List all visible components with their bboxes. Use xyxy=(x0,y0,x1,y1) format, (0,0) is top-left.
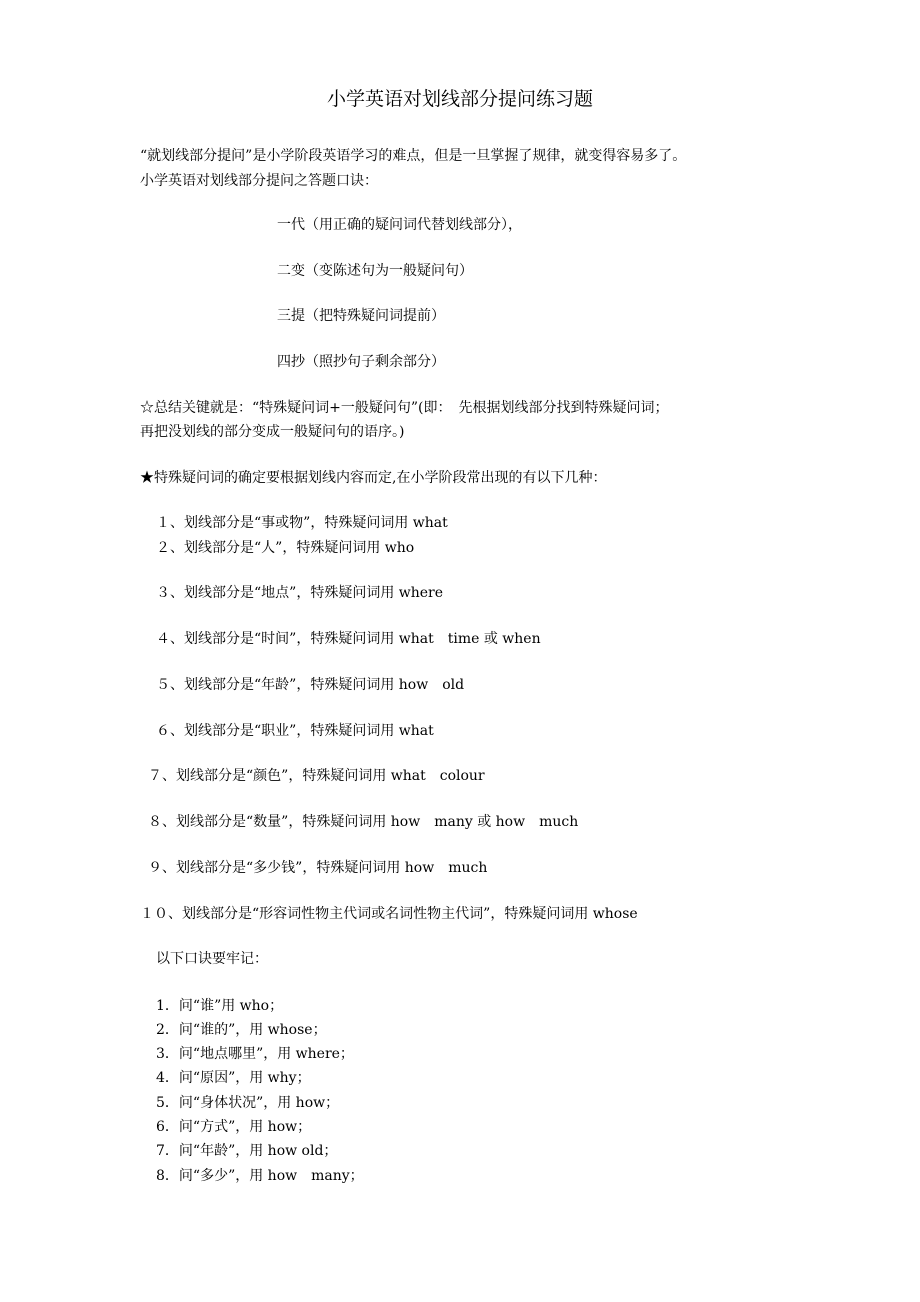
step-3: 三提（把特殊疑问词提前） xyxy=(277,308,445,324)
intro-line-1: “就划线部分提问”是小学阶段英语学习的难点，但是一旦掌握了规律，就变得容易多了。 xyxy=(140,148,687,164)
mnemonic-item-4: 4．问“原因”，用 why； xyxy=(156,1070,311,1086)
mnemonic-item-7: 7．问“年龄”，用 how old； xyxy=(156,1143,338,1159)
mnemonic-item-1: 1．问“谁”用 who； xyxy=(156,998,284,1014)
mnemonic-item-6: 6．问“方式”，用 how； xyxy=(156,1119,312,1135)
intro-line-2: 小学英语对划线部分提问之答题口诀： xyxy=(140,173,378,189)
mnemonic-item-3: 3．问“地点哪里”，用 where； xyxy=(156,1046,354,1062)
step-1: 一代（用正确的疑问词代替划线部分）， xyxy=(277,217,522,233)
summary-line-2: 再把没划线的部分变成一般疑问句的语序。) xyxy=(140,424,405,440)
rule-item-10: １０、划线部分是“形容词性物主代词或名词性物主代词”，特殊疑问词用 whose xyxy=(140,906,638,922)
rule-item-6: ６、划线部分是“职业”，特殊疑问词用 what xyxy=(156,723,434,739)
mnemonic-item-5: 5．问“身体状况”，用 how； xyxy=(156,1095,340,1111)
rule-item-3: ３、划线部分是“地点”，特殊疑问词用 where xyxy=(156,585,444,601)
rule-item-8: ８、划线部分是“数量”，特殊疑问词用 how many 或 how much xyxy=(148,814,579,830)
step-4: 四抄（照抄句子剩余部分） xyxy=(277,354,445,370)
rule-item-4: ４、划线部分是“时间”，特殊疑问词用 what time 或 when xyxy=(156,631,541,647)
rule-item-1: １、划线部分是“事或物”，特殊疑问词用 what xyxy=(156,515,448,531)
mnemonic-item-2: 2．问“谁的”，用 whose； xyxy=(156,1022,327,1038)
mnemonic-item-8: 8．问“多少”，用 how many； xyxy=(156,1168,364,1184)
rule-item-5: ５、划线部分是“年龄”，特殊疑问词用 how old xyxy=(156,677,465,693)
summary-line-1: ☆总结关键就是：“特殊疑问词+一般疑问句”(即： 先根据划线部分找到特殊疑问词； xyxy=(140,400,669,416)
mnemonic-heading: 以下口诀要牢记： xyxy=(156,951,268,967)
page-title: 小学英语对划线部分提问练习题 xyxy=(327,88,594,110)
rule-item-9: ９、划线部分是“多少钱”，特殊疑问词用 how much xyxy=(148,860,488,876)
step-2: 二变（变陈述句为一般疑问句） xyxy=(277,263,473,279)
rule-item-2: ２、划线部分是“人”，特殊疑问词用 who xyxy=(156,540,415,556)
rule-item-7: ７、划线部分是“颜色”，特殊疑问词用 what colour xyxy=(148,768,485,784)
rule-heading: ★特殊疑问词的确定要根据划线内容而定,在小学阶段常出现的有以下几种： xyxy=(140,470,607,486)
